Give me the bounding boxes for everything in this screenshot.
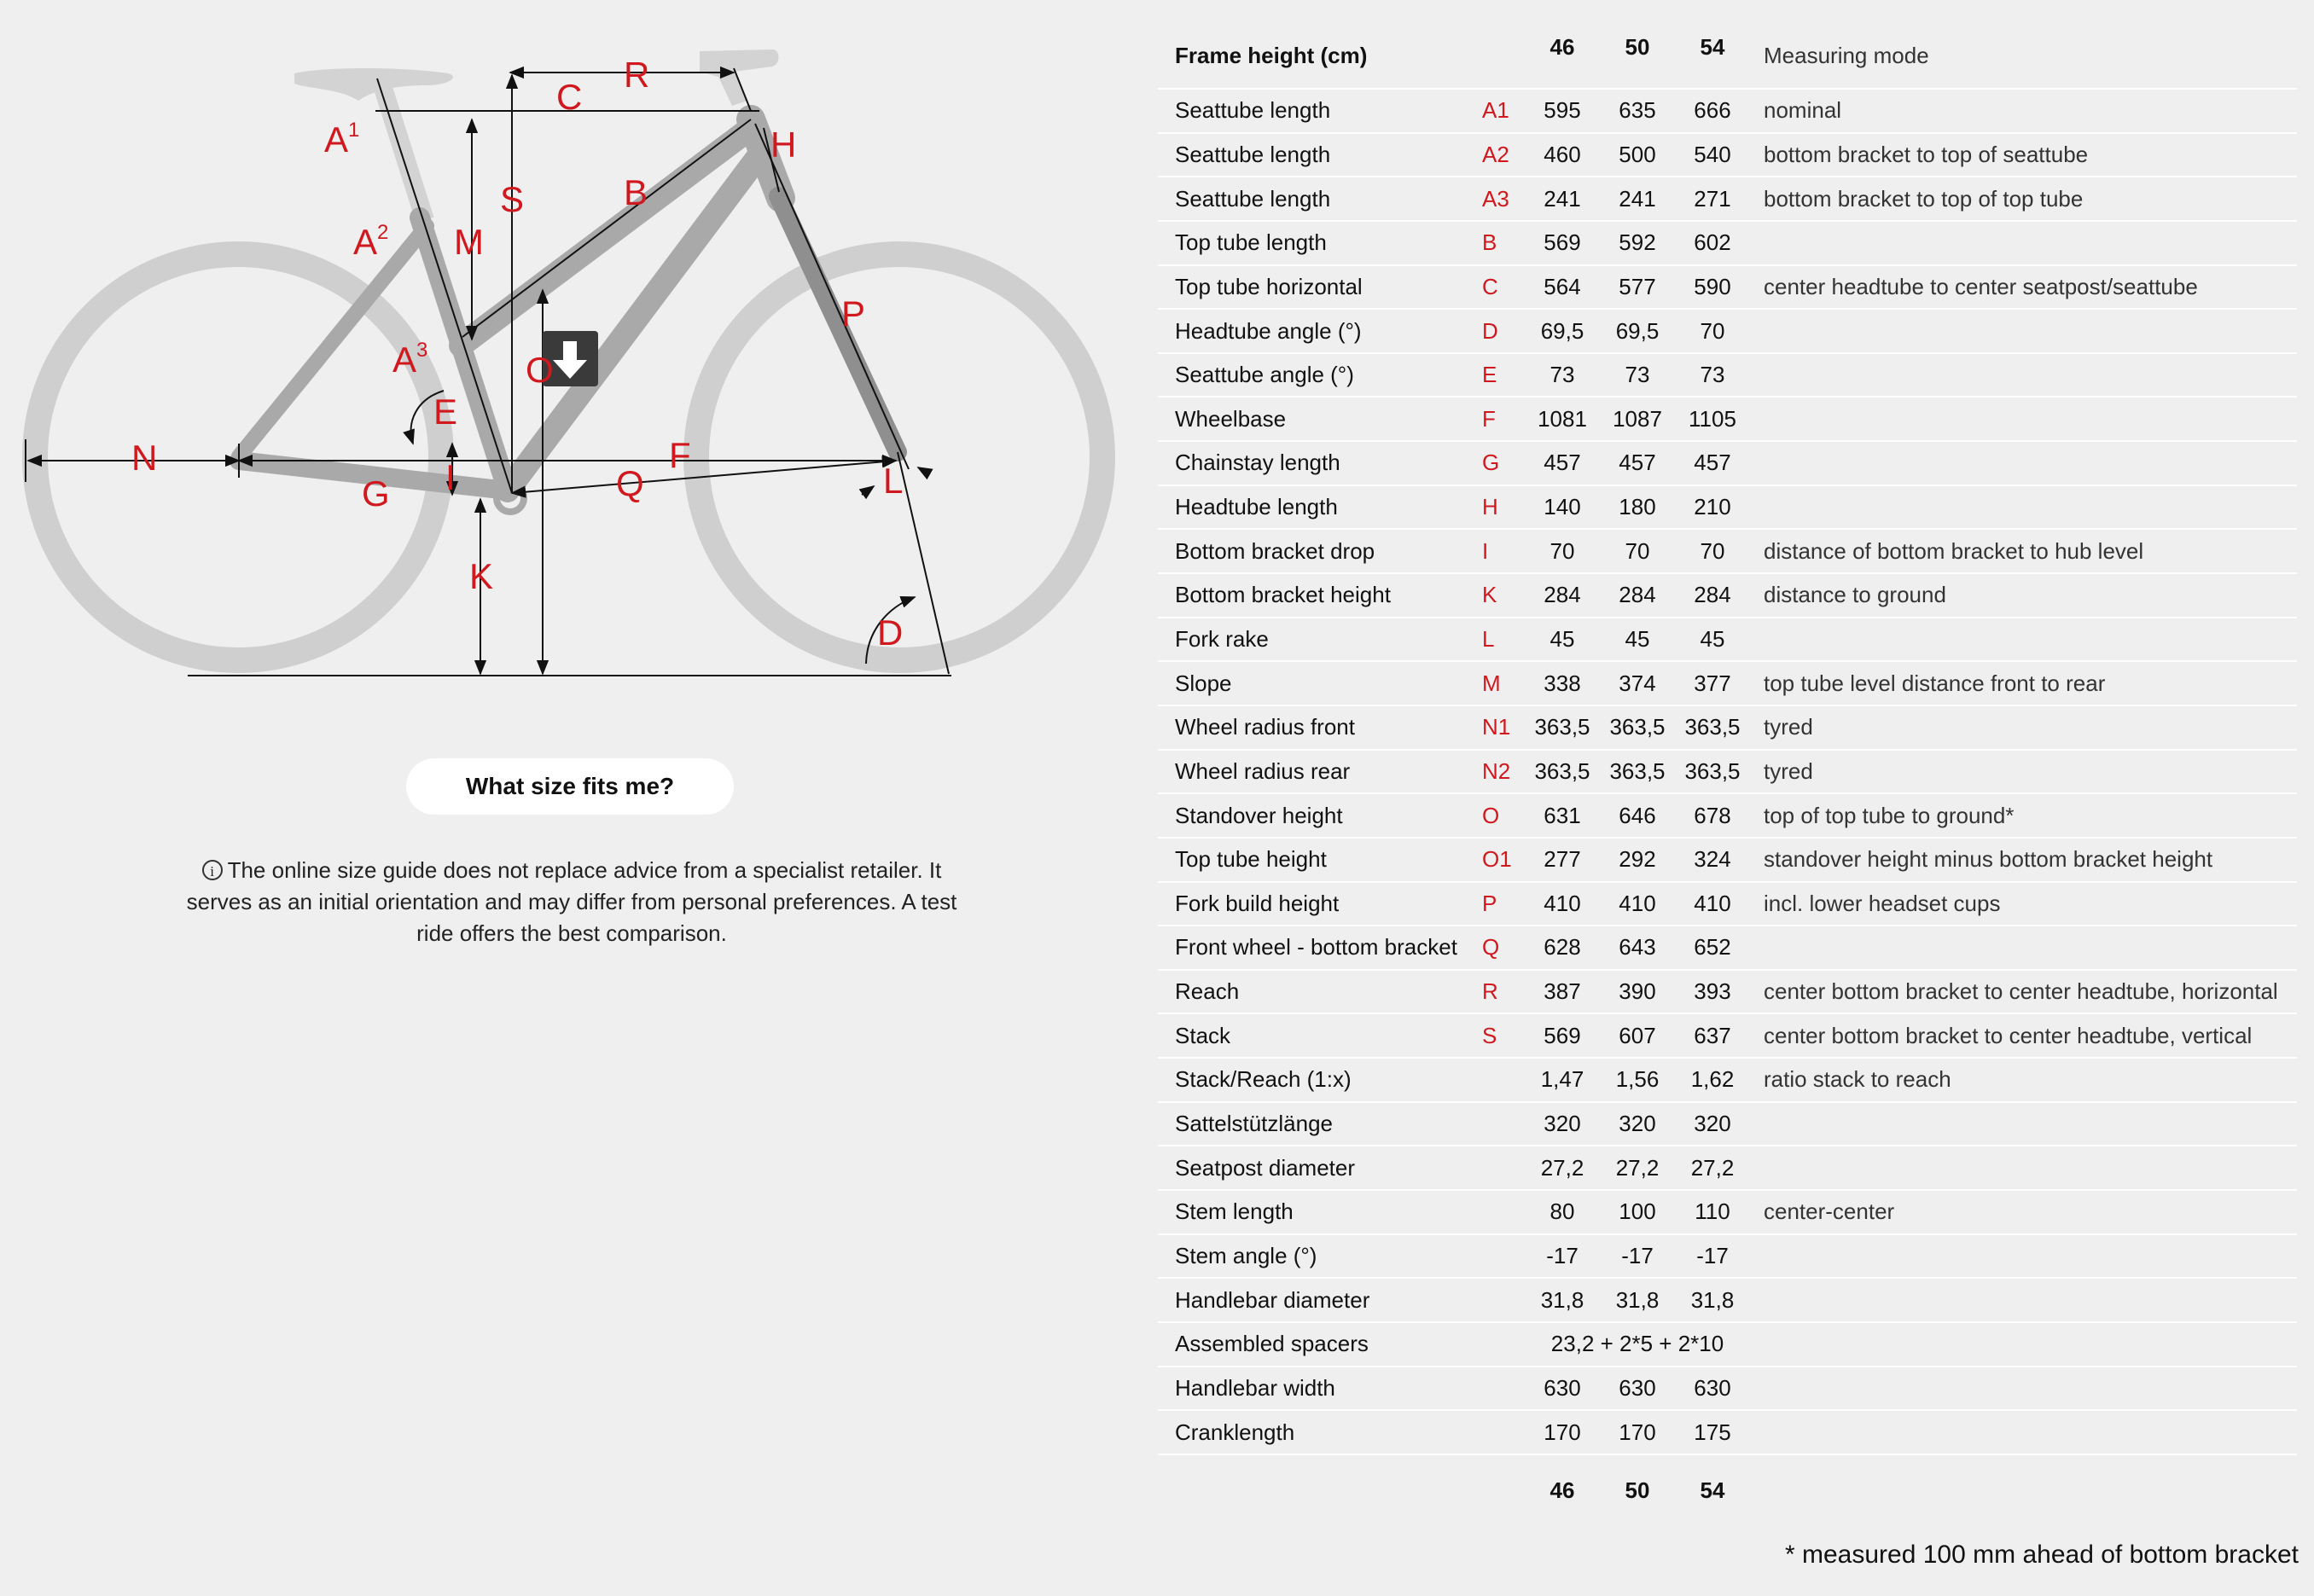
disclaimer-text: The online size guide does not replace advice from a specialist retailer. It serves as an initial orientation and may differ from personal preferences. A test ride offers the best comparison.	[186, 857, 957, 946]
row-measuring-mode	[1750, 926, 2297, 970]
row-code: B	[1482, 229, 1497, 256]
row-code	[1474, 1234, 1525, 1279]
row-value: 637	[1694, 1022, 1731, 1048]
label-I: I	[445, 457, 456, 497]
row-value: 1087	[1613, 405, 1662, 432]
row-code	[1474, 1278, 1525, 1322]
row-value: 73	[1549, 362, 1575, 388]
row-measuring-mode	[1750, 1322, 2297, 1367]
row-measuring-mode: center headtube to center seatpost/seattube	[1764, 273, 2198, 299]
table-row	[1158, 882, 2297, 926]
row-value: 70	[1700, 317, 1725, 344]
row-value: 410	[1694, 890, 1731, 916]
row-value: 241	[1619, 185, 1656, 212]
row-value: 390	[1619, 978, 1656, 1005]
table-row	[1158, 221, 2297, 265]
row-value: 284	[1619, 582, 1656, 608]
table-row	[1158, 970, 2297, 1014]
header-size: 50	[1600, 34, 1675, 89]
row-name: Seattube angle (°)	[1175, 362, 1354, 388]
table-row	[1158, 397, 2297, 441]
row-code	[1474, 1146, 1525, 1190]
row-measuring-mode	[1750, 441, 2297, 485]
row-value: 170	[1619, 1419, 1656, 1445]
row-value: 80	[1549, 1198, 1575, 1225]
row-code: I	[1482, 537, 1489, 564]
row-name: Slope	[1175, 670, 1232, 696]
row-value: 363,5	[1684, 757, 1741, 784]
row-value: 569	[1544, 229, 1581, 256]
row-value: 363,5	[1534, 714, 1590, 740]
table-row	[1158, 661, 2297, 705]
row-name: Top tube height	[1175, 846, 1327, 873]
label-C: C	[556, 77, 583, 117]
row-measuring-mode: tyred	[1764, 757, 1813, 784]
label-O: O	[526, 350, 554, 390]
row-value: 460	[1544, 141, 1581, 167]
row-name: Stack/Reach (1:x)	[1175, 1066, 1352, 1093]
row-value: 70	[1700, 537, 1725, 564]
row-name: Seattube length	[1175, 97, 1331, 124]
row-measuring-mode: nominal	[1764, 97, 1842, 124]
row-value: 590	[1694, 273, 1731, 299]
row-code: Q	[1482, 934, 1500, 961]
label-G: G	[362, 473, 390, 514]
label-M: M	[454, 222, 484, 262]
row-value: 31,8	[1615, 1286, 1660, 1313]
row-value: -17	[1546, 1242, 1579, 1268]
header-size: 54	[1675, 34, 1750, 89]
row-name: Chainstay length	[1175, 450, 1340, 476]
row-name: Assembled spacers	[1175, 1331, 1369, 1357]
row-value: 73	[1700, 362, 1725, 388]
row-measuring-mode: bottom bracket to top of seattube	[1764, 141, 2089, 167]
table-row	[1158, 353, 2297, 398]
row-value: 320	[1544, 1111, 1581, 1137]
row-measuring-mode	[1750, 1102, 2297, 1146]
row-value: 241	[1544, 185, 1581, 212]
row-value: 602	[1694, 229, 1731, 256]
table-row	[1158, 750, 2297, 794]
row-value: 175	[1694, 1419, 1731, 1445]
row-measuring-mode: top tube level distance front to rear	[1764, 670, 2106, 696]
size-guide-button[interactable]: What size fits me?	[406, 758, 734, 815]
row-value: 170	[1544, 1419, 1581, 1445]
table-row	[1158, 926, 2297, 970]
row-measuring-mode	[1750, 309, 2297, 353]
row-value: 31,8	[1690, 1286, 1735, 1313]
row-measuring-mode	[1750, 618, 2297, 662]
row-code	[1474, 1410, 1525, 1454]
row-name: Standover height	[1175, 802, 1343, 828]
table-row	[1158, 1234, 2297, 1279]
row-value: 69,5	[1540, 317, 1584, 344]
saddle	[294, 68, 453, 101]
handlebar	[700, 49, 779, 106]
row-value: 1,56	[1615, 1066, 1660, 1093]
table-row	[1158, 618, 2297, 662]
row-value: 363,5	[1609, 714, 1666, 740]
row-value: -17	[1696, 1242, 1729, 1268]
row-name: Bottom bracket height	[1175, 582, 1391, 608]
row-code: D	[1482, 317, 1498, 344]
row-value: 292	[1619, 846, 1656, 873]
row-code	[1474, 1190, 1525, 1234]
row-measuring-mode	[1750, 1367, 2297, 1411]
bike-geometry-svg	[0, 0, 1143, 699]
row-code: N1	[1482, 714, 1511, 740]
row-value: 628	[1544, 934, 1581, 961]
row-measuring-mode: top of top tube to ground*	[1764, 802, 2015, 828]
row-value: 27,2	[1615, 1154, 1660, 1181]
row-value: 1,62	[1690, 1066, 1735, 1093]
row-name: Stack	[1175, 1022, 1231, 1048]
row-code: A3	[1482, 185, 1509, 212]
row-value: 45	[1700, 626, 1725, 652]
table-header-row	[1158, 34, 2297, 89]
row-measuring-mode: distance of bottom bracket to hub level	[1764, 537, 2144, 564]
row-code	[1474, 1058, 1525, 1102]
row-name: Headtube length	[1175, 494, 1338, 520]
row-code: E	[1482, 362, 1497, 388]
label-E: E	[433, 392, 458, 432]
row-measuring-mode: ratio stack to reach	[1764, 1066, 1951, 1093]
row-value: 363,5	[1534, 757, 1590, 784]
table-row	[1158, 309, 2297, 353]
row-measuring-mode: distance to ground	[1764, 582, 1946, 608]
row-value: 1,47	[1540, 1066, 1584, 1093]
row-code: O1	[1482, 846, 1512, 873]
row-value: 595	[1544, 97, 1581, 124]
row-value: 271	[1694, 185, 1731, 212]
row-name: Wheelbase	[1175, 405, 1287, 432]
row-code: S	[1482, 1022, 1497, 1048]
table-row	[1158, 177, 2297, 221]
row-value: 70	[1549, 537, 1575, 564]
bike-frame	[239, 119, 898, 490]
row-value: 374	[1619, 670, 1656, 696]
row-code: A2	[1482, 141, 1509, 167]
row-name: Sattelstützlänge	[1175, 1111, 1334, 1137]
row-value: 363,5	[1684, 714, 1741, 740]
footer-size: 50	[1625, 1477, 1650, 1504]
row-code: K	[1482, 582, 1497, 608]
table-row	[1158, 485, 2297, 530]
row-measuring-mode: incl. lower headset cups	[1764, 890, 2001, 916]
row-value: 630	[1544, 1374, 1581, 1401]
row-value: 678	[1694, 802, 1731, 828]
label-F: F	[669, 435, 691, 475]
label-N: N	[131, 438, 158, 478]
header-size: 46	[1525, 34, 1600, 89]
label-D: D	[877, 612, 904, 653]
row-value: 324	[1694, 846, 1731, 873]
table-row	[1158, 1410, 2297, 1454]
row-value: 27,2	[1540, 1154, 1584, 1181]
row-code	[1474, 1102, 1525, 1146]
row-value: 377	[1694, 670, 1731, 696]
row-value: 500	[1619, 141, 1656, 167]
row-value: 592	[1619, 229, 1656, 256]
size-guide-disclaimer	[179, 855, 964, 949]
row-value: 646	[1619, 802, 1656, 828]
row-measuring-mode: center bottom bracket to center headtube, vertical	[1764, 1022, 2253, 1048]
row-value: 277	[1544, 846, 1581, 873]
row-value: 320	[1619, 1111, 1656, 1137]
row-measuring-mode	[1750, 1410, 2297, 1454]
table-row	[1158, 705, 2297, 750]
row-value: 607	[1619, 1022, 1656, 1048]
row-value: 180	[1619, 494, 1656, 520]
row-value: -17	[1621, 1242, 1654, 1268]
label-S: S	[500, 179, 525, 219]
row-value: 643	[1619, 934, 1656, 961]
row-value: 284	[1544, 582, 1581, 608]
table-footer-row	[1158, 1454, 2297, 1527]
row-code: C	[1482, 273, 1498, 299]
row-value: 363,5	[1609, 757, 1666, 784]
row-value: 1105	[1689, 405, 1736, 432]
row-value: 140	[1544, 494, 1581, 520]
row-value: 69,5	[1615, 317, 1660, 344]
row-measuring-mode	[1750, 221, 2297, 265]
row-code: L	[1482, 626, 1495, 652]
row-value: 457	[1619, 450, 1656, 476]
row-name: Wheel radius front	[1175, 714, 1355, 740]
row-measuring-mode: center bottom bracket to center headtube, horizontal	[1764, 978, 2278, 1005]
label-A2: $A^2$	[353, 221, 389, 262]
table-row	[1158, 838, 2297, 882]
row-code: N2	[1482, 757, 1511, 784]
row-value: 564	[1544, 273, 1581, 299]
row-name: Seatpost diameter	[1175, 1154, 1356, 1181]
row-value: 635	[1619, 97, 1656, 124]
label-B: B	[624, 172, 648, 212]
row-name: Cranklength	[1175, 1419, 1295, 1445]
row-measuring-mode	[1750, 1278, 2297, 1322]
row-code: H	[1482, 494, 1498, 520]
table-row	[1158, 1278, 2297, 1322]
row-value: 410	[1619, 890, 1656, 916]
row-measuring-mode: tyred	[1764, 714, 1813, 740]
table-row	[1158, 441, 2297, 485]
row-value: 45	[1625, 626, 1650, 652]
table-row	[1158, 1190, 2297, 1234]
row-value: 284	[1694, 582, 1731, 608]
table-row	[1158, 529, 2297, 573]
geometry-table	[1158, 34, 2297, 1527]
row-value: 540	[1694, 141, 1731, 167]
footer-size: 54	[1700, 1477, 1725, 1504]
row-name: Headtube angle (°)	[1175, 317, 1362, 344]
label-A1: $A^1$	[324, 119, 360, 160]
label-L: L	[883, 461, 904, 501]
row-value: 45	[1549, 626, 1575, 652]
geometry-diagram	[0, 0, 1143, 699]
footnote: * measured 100 mm ahead of bottom bracket	[1785, 1541, 2299, 1569]
row-name: Wheel radius rear	[1175, 757, 1351, 784]
row-value: 100	[1619, 1198, 1656, 1225]
row-value: 569	[1544, 1022, 1581, 1048]
row-value: 410	[1544, 890, 1581, 916]
row-value: 457	[1544, 450, 1581, 476]
table-row	[1158, 1058, 2297, 1102]
label-P: P	[841, 293, 866, 334]
row-value: 457	[1694, 450, 1731, 476]
row-name: Stem angle (°)	[1175, 1242, 1317, 1268]
row-name: Top tube length	[1175, 229, 1327, 256]
row-name: Seattube length	[1175, 185, 1331, 212]
row-measuring-mode	[1750, 485, 2297, 530]
row-value: 630	[1694, 1374, 1731, 1401]
info-icon: i	[202, 860, 223, 880]
row-measuring-mode	[1750, 1146, 2297, 1190]
row-value: 652	[1694, 934, 1731, 961]
row-value: 70	[1625, 537, 1650, 564]
header-frame-height: Frame height (cm)	[1158, 34, 1474, 89]
row-measuring-mode: standover height minus bottom bracket height	[1764, 846, 2213, 873]
row-name: Fork build height	[1175, 890, 1340, 916]
table-row	[1158, 265, 2297, 310]
table-row	[1158, 1367, 2297, 1411]
row-name: Handlebar width	[1175, 1374, 1335, 1401]
table-row	[1158, 1013, 2297, 1058]
label-A3: $A^3$	[392, 339, 428, 380]
row-value: 630	[1619, 1374, 1656, 1401]
row-name: Top tube horizontal	[1175, 273, 1363, 299]
row-name: Seattube length	[1175, 141, 1331, 167]
seatpost	[382, 85, 425, 220]
label-K: K	[469, 556, 494, 596]
row-name: Handlebar diameter	[1175, 1286, 1370, 1313]
row-value: 110	[1695, 1198, 1730, 1225]
row-value: 1081	[1538, 405, 1587, 432]
row-value: 577	[1619, 273, 1656, 299]
table-row	[1158, 1102, 2297, 1146]
row-measuring-mode: center-center	[1764, 1198, 1895, 1225]
table-row	[1158, 89, 2297, 133]
row-value: 338	[1544, 670, 1581, 696]
row-measuring-mode: bottom bracket to top of top tube	[1764, 185, 2084, 212]
label-Q: Q	[616, 463, 644, 503]
row-value: 320	[1694, 1111, 1731, 1137]
table-row	[1158, 793, 2297, 838]
row-code: P	[1482, 890, 1497, 916]
row-value: 666	[1694, 97, 1731, 124]
row-value: 393	[1694, 978, 1731, 1005]
footer-size: 46	[1549, 1477, 1575, 1504]
row-value: 73	[1625, 362, 1650, 388]
row-value: 23,2 + 2*5 + 2*10	[1550, 1331, 1724, 1357]
row-code: O	[1482, 802, 1500, 828]
row-code	[1474, 1367, 1525, 1411]
row-code: M	[1482, 670, 1501, 696]
table-row	[1158, 1322, 2297, 1367]
row-name: Stem length	[1175, 1198, 1294, 1225]
label-R: R	[624, 55, 650, 95]
row-measuring-mode	[1750, 353, 2297, 398]
row-code: G	[1482, 450, 1500, 476]
row-value: 387	[1544, 978, 1581, 1005]
row-code	[1474, 1322, 1525, 1367]
row-measuring-mode	[1750, 1234, 2297, 1279]
table-row	[1158, 1146, 2297, 1190]
row-name: Front wheel - bottom bracket	[1175, 934, 1457, 961]
row-code: A1	[1482, 97, 1509, 124]
row-value: 27,2	[1690, 1154, 1735, 1181]
row-value: 210	[1694, 494, 1731, 520]
row-name: Fork rake	[1175, 626, 1269, 652]
row-name: Bottom bracket drop	[1175, 537, 1375, 564]
row-value: 31,8	[1540, 1286, 1584, 1313]
row-value: 631	[1544, 802, 1581, 828]
header-measuring-mode: Measuring mode	[1750, 34, 2297, 89]
table-row	[1158, 133, 2297, 177]
table-row	[1158, 573, 2297, 618]
row-code: F	[1482, 405, 1496, 432]
label-H: H	[770, 125, 797, 165]
row-name: Reach	[1175, 978, 1240, 1005]
row-measuring-mode	[1750, 397, 2297, 441]
row-code: R	[1482, 978, 1498, 1005]
